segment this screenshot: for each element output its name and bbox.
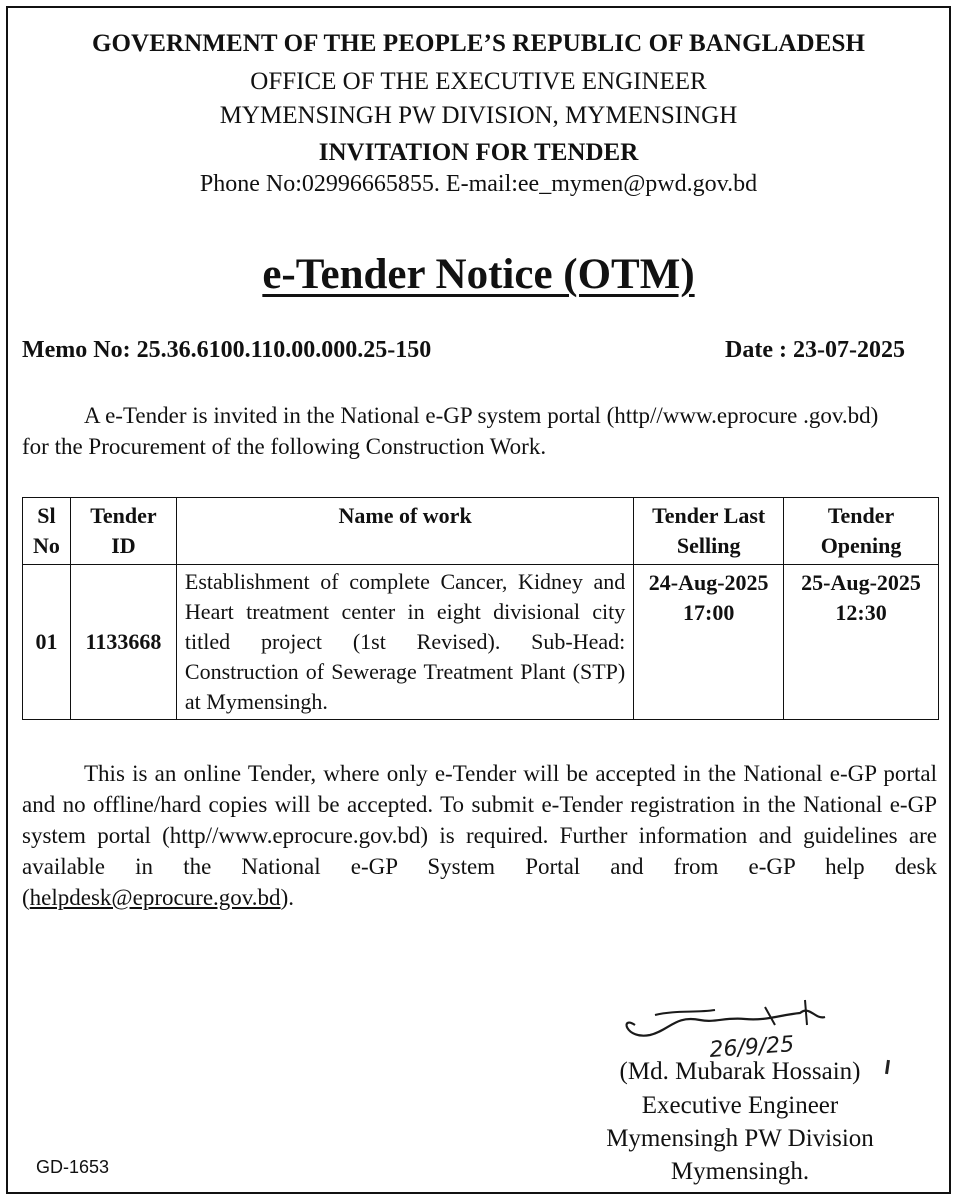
handwritten-date: 26/9/25 bbox=[708, 1032, 796, 1063]
memo-number: Memo No: 25.36.6100.110.00.000.25-150 bbox=[22, 337, 432, 363]
division-heading: MYMENSINGH PW DIVISION, MYMENSINGH bbox=[219, 102, 738, 129]
government-heading: GOVERNMENT OF THE PEOPLE’S REPUBLIC OF BANGLADESH bbox=[91, 30, 866, 57]
cell-last-selling bbox=[634, 565, 784, 720]
cell-tender-id: 1133668 bbox=[70, 565, 176, 720]
cell-sl: 01 bbox=[23, 565, 71, 720]
table-header-row bbox=[23, 498, 939, 565]
selling-time: 17:00 bbox=[683, 600, 735, 625]
notice-title-text: e-Tender Notice (OTM) bbox=[262, 251, 695, 298]
header-opening: Tender Opening bbox=[784, 498, 939, 565]
cell-opening bbox=[784, 565, 939, 720]
opening-date: 25-Aug-2025 bbox=[801, 570, 921, 595]
intro-line-1: A e-Tender is invited in the National e-GP system portal (http//www.eprocure .gov.bd) bbox=[84, 403, 879, 428]
helpdesk-email-link[interactable]: helpdesk@eprocure.gov.bd bbox=[29, 885, 281, 910]
signatory-designation: Executive Engineer bbox=[641, 1092, 839, 1119]
intro-line-2: for the Procurement of the following Construction Work. bbox=[22, 434, 547, 459]
signatory-place: Mymensingh. bbox=[670, 1158, 810, 1185]
opening-time: 12:30 bbox=[835, 600, 887, 625]
invitation-heading: INVITATION FOR TENDER bbox=[318, 139, 639, 166]
header-name-of-work: Name of work bbox=[176, 498, 633, 565]
tender-table bbox=[22, 497, 939, 720]
header-last-selling: Tender Last Selling bbox=[634, 498, 784, 565]
table-row bbox=[23, 565, 939, 720]
notice-date: Date : 23-07-2025 bbox=[725, 337, 905, 363]
notice-title bbox=[0, 250, 957, 299]
contact-line: Phone No:02996665855. E-mail:ee_mymen@pwd.gov.bd bbox=[199, 171, 758, 197]
document-code: GD-1653 bbox=[36, 1157, 110, 1177]
signatory-office: Mymensingh PW Division bbox=[606, 1125, 874, 1152]
intro-paragraph bbox=[22, 400, 937, 462]
selling-date: 24-Aug-2025 bbox=[648, 570, 769, 595]
body-text: This is an online Tender, where only e-Tender will be accepted in the National e-GP portal and no offline/hard copies will be accepted. To submit e-Tender registration in the National e-GP system portal (http//www.eprocure.gov.bd) is required. Further information and guidelines are available in the National e-GP System Portal and from e-GP help desk bbox=[22, 761, 937, 879]
cell-name-of-work: Establishment of complete Cancer, Kidney and Heart treatment center in eight divisional city titled project (1st Revised). Sub-Head: Construction of Sewerage Treatment Plant (STP) at Mymensingh. bbox=[176, 565, 633, 720]
header-sl: Sl No bbox=[23, 498, 71, 565]
office-heading: OFFICE OF THE EXECUTIVE ENGINEER bbox=[250, 68, 707, 95]
body-paragraph: This is an online Tender, where only e-Tender will be accepted in the National e-GP portal and no offline/hard copies will be accepted. To submit e-Tender registration in the National e-GP system portal (http//www.eprocure.gov.bd) is required. Further information and guidelines are available in the National e-GP System Portal and from e-GP help desk (helpdesk@eprocure.gov.bd). bbox=[22, 761, 937, 910]
header-tender-id: Tender ID bbox=[70, 498, 176, 565]
signatory-name: (Md. Mubarak Hossain) bbox=[619, 1058, 861, 1085]
